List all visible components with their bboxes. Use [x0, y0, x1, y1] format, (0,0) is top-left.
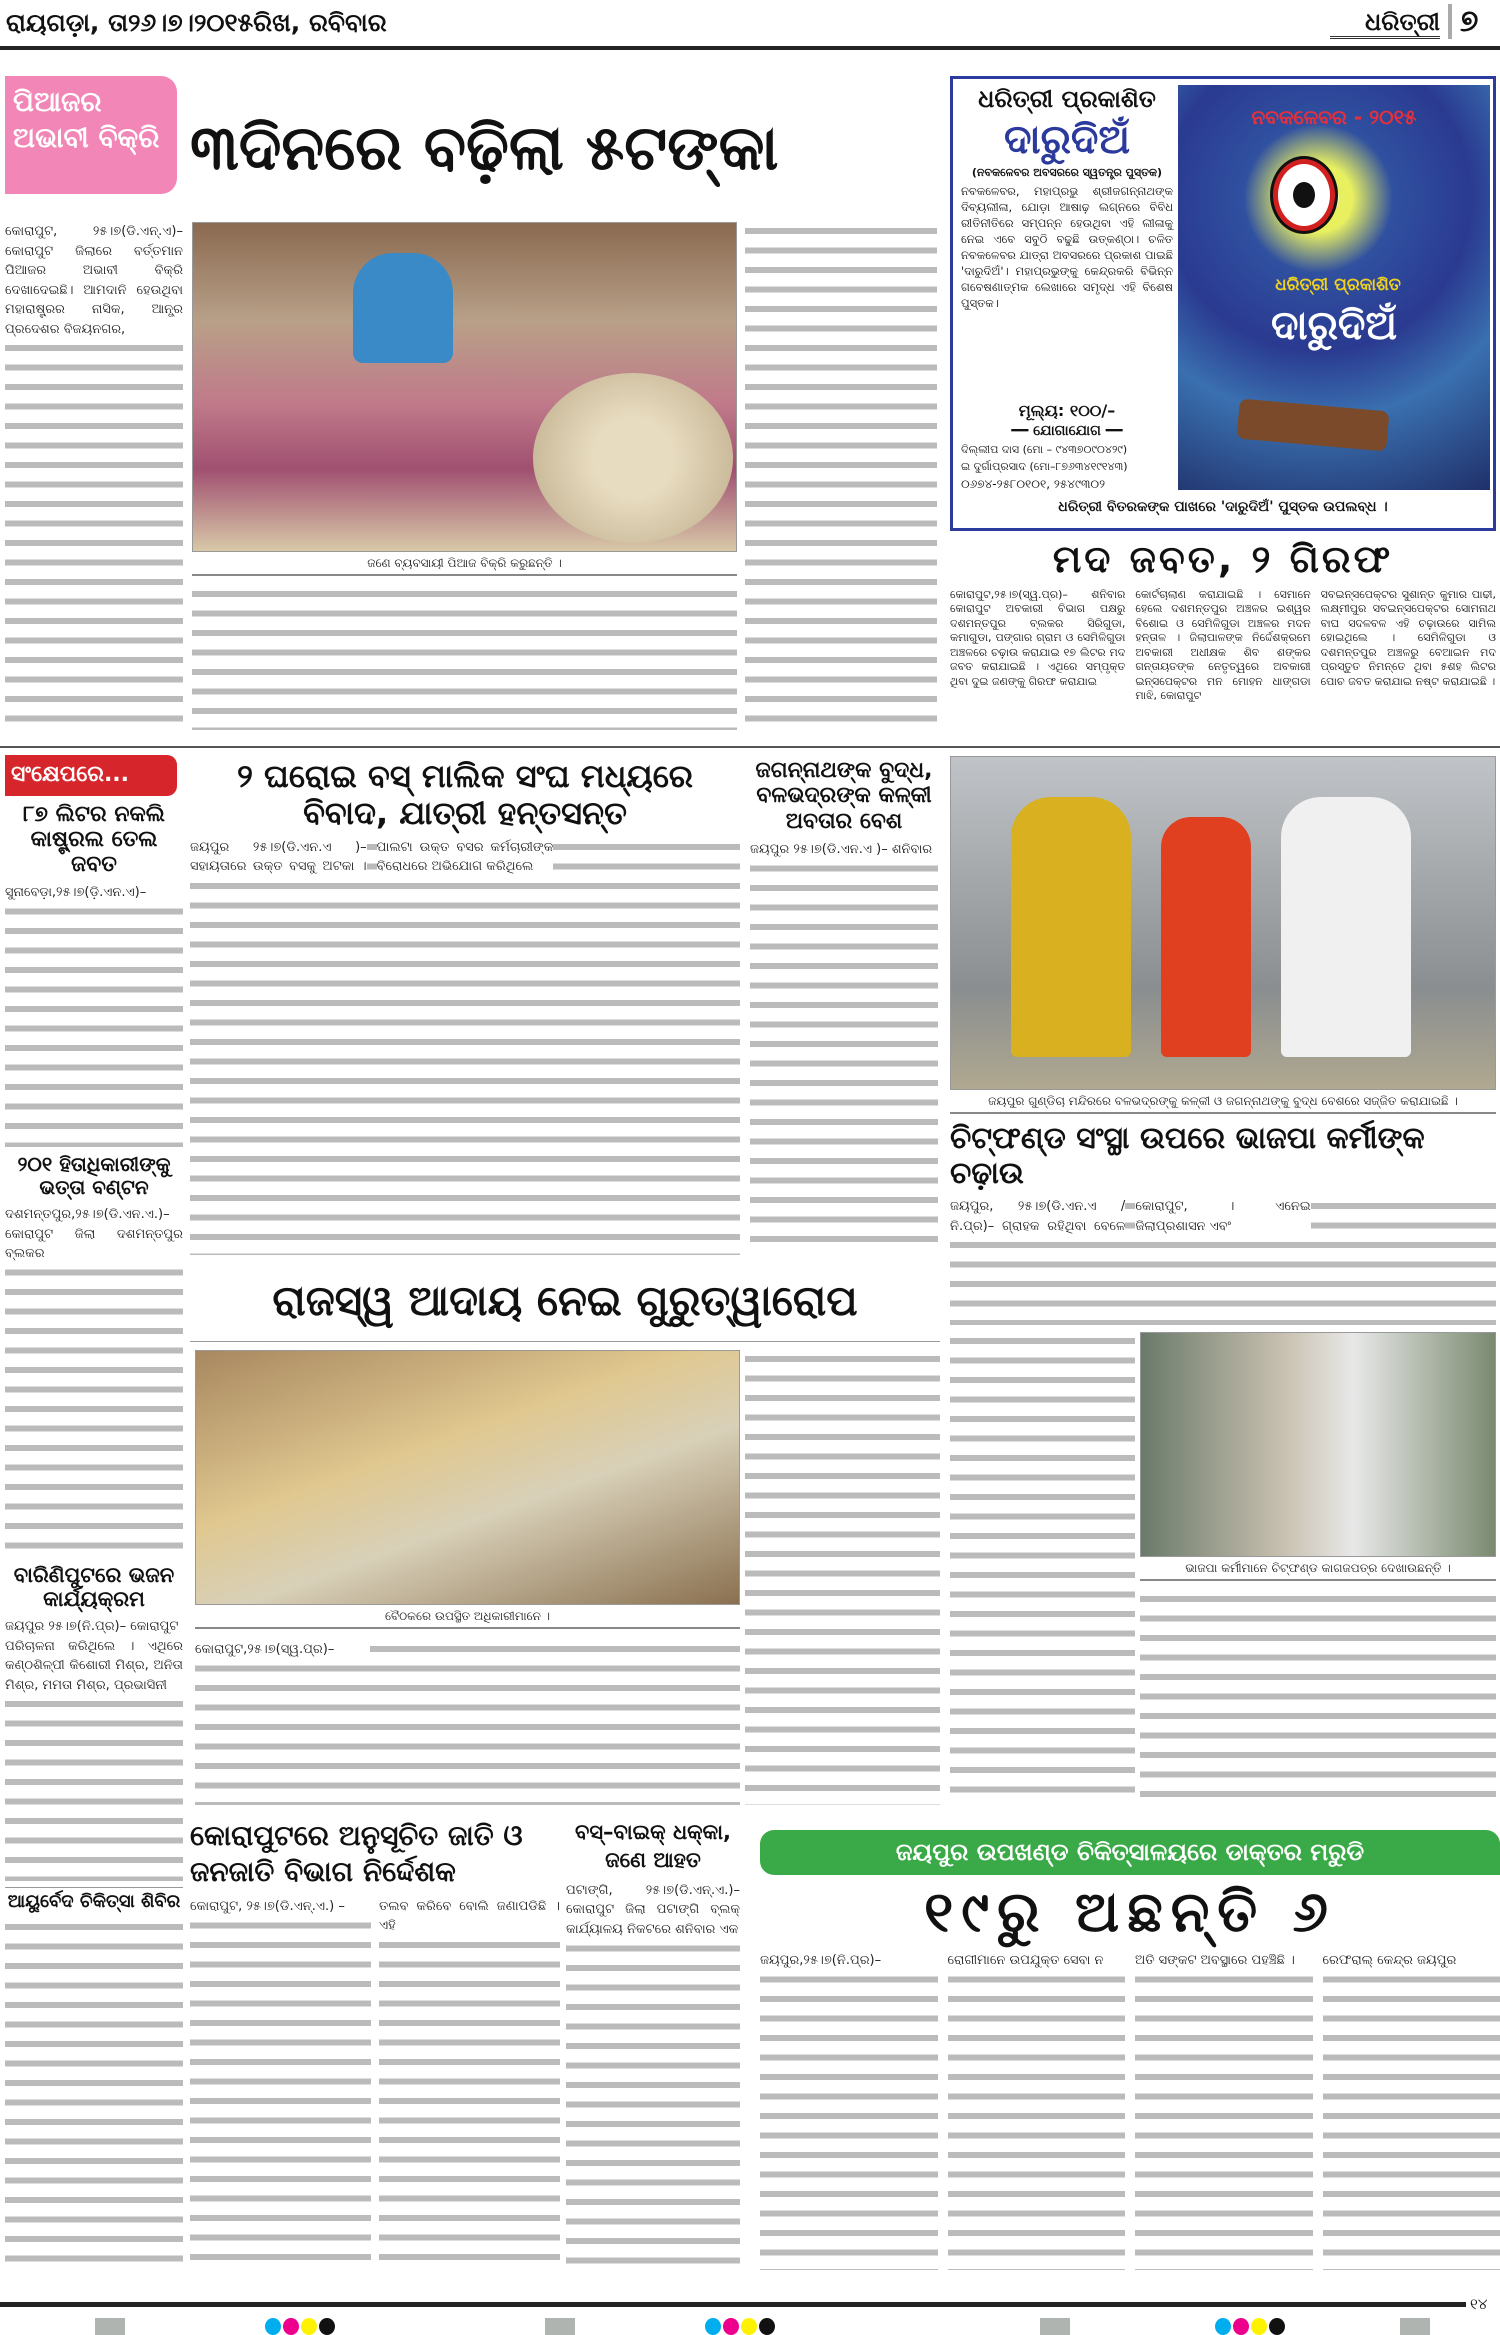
hospital-body — [760, 1951, 1500, 2270]
brief4-body — [5, 1918, 183, 2270]
page-number: ୭ — [1448, 4, 1496, 39]
revenue-body: କୋରାପୁଟ,୨୫।୭(ସ୍ୱ.ପ୍ର)– — [195, 1640, 740, 1805]
registration-marks — [0, 2318, 1500, 2335]
liquor-body — [950, 588, 1496, 740]
ad-body: ନବକଳେବର, ମହାପ୍ରଭୁ ଶ୍ରୀଜଗନ୍ନାଥଙ୍କ ଦିବ୍ୟଲୀଳା, ଯୋଡ଼ା ଆଷାଢ଼ ଲଗ୍ନରେ ବିବିଧ ରୀତିନୀତିରେ ସମ୍ପନ୍ନ ହେଉଥିବା ଏହି ଲୀଳାକୁ ନେଇ ଏବେ ସବୁଠି ବଢୁଛି ଉତ୍କଣ୍ଠା। ଚଳିତ ନବକଳେବର ଯାତ୍ରା ଅବସରରେ ପ୍ରକାଶ ପାଇଛି 'ଦାରୁଦିଅଁ'। ମହାପ୍ରଭୁଙ୍କୁ କେନ୍ଦ୍ରକରି ବିଭିନ୍ନ ଗବେଷଣାତ୍ମକ ଲେଖାରେ ସମୃଦ୍ଧ ଏହି ବିଶେଷ ପୁସ୍ତକ। — [961, 184, 1173, 311]
chitfund-body-bottom — [1140, 1590, 1496, 1805]
bjp-photo — [1140, 1332, 1496, 1557]
jagannath-story — [750, 758, 938, 1255]
pupil — [1293, 182, 1315, 208]
briefs-column — [5, 755, 183, 2270]
gray-mark — [545, 2318, 575, 2335]
cover-top: ନବକଳେବର - ୨୦୧୫ — [1251, 105, 1417, 129]
scst-body2: ତଲବ କରିବେ ବୋଲି ଜଣାପଡିଛି । ଏହି — [379, 1897, 560, 2270]
ad-subtitle: (ନବକଳେବର ଅବସରରେ ସ୍ୱତନ୍ତ୍ର ପୁସ୍ତକ) — [971, 165, 1163, 179]
cmyk-mark — [1215, 2318, 1285, 2335]
vendor-figure — [353, 253, 453, 363]
brief3-body: ଜୟପୁର ୨୫।୭(ନି.ପ୍ର)– କୋରାପୁଟ ପରିଚାଳନା କରିଥିଲେ । ଏଥିରେ କଣ୍ଠଶିଳ୍ପୀ କିଶୋରୀ ମିଶ୍ର, ଅନିତା ମିଶ୍ର, ମମତା ମିଶ୍ର, ପ୍ରଭାସିନୀ — [5, 1617, 183, 1881]
lead-tag: ପିଆଜର ଅଭାବୀ ବିକ୍ରି — [5, 76, 177, 194]
jagannath-headline: ଜଗନ୍ନାଥଙ୍କ ବୁଦ୍ଧ, ବଳଭଦ୍ରଙ୍କ କଳ୍କୀ ଅବତାର ବେଶ — [755, 758, 933, 834]
ad-contact-label: ━━ ଯୋଗାଯୋଗ ━━ — [1011, 423, 1123, 440]
chitfund-body: ଜୟପୁର, ୨୫।୭(ଡି.ଏନ.ଏ /ନି.ପ୍ର)– ଗ୍ରାହକ ରହିଥିବା ବେଳେ କୋରାପୁଟ, । ଏନେଇ ଜିଲାପ୍ରଶାସନ ଏବଂ — [950, 1197, 1496, 1325]
cover-title: ଦାରୁଦିଅଁ — [1270, 303, 1398, 349]
hospital-col3: ଅତି ସଙ୍କଟ ଅବସ୍ଥାରେ ପହଞ୍ଚିଛି । — [1135, 1951, 1313, 2270]
temple-caption: ଜୟପୁର ଗୁଣ୍ଡିଚା ମନ୍ଦିରରେ ବଳଭଦ୍ରଙ୍କୁ କଳ୍କୀ ଓ ଜଗନ୍ନାଥଙ୍କୁ ବୁଦ୍ଧ ବେଶରେ ସଜ୍ଜିତ କରାଯାଇଛି । — [950, 1094, 1496, 1114]
scst-headline: କୋରାପୁଟରେ ଅନୁସୂଚିତ ଜାତି ଓ ଜନଜାତି ବିଭାଗ ନିର୍ଦ୍ଦେଶକ — [190, 1819, 523, 1889]
ad-phones: ୦୬୭୪-୨୫୮୦୧୦୧, ୨୫୪୯୩୦୨ — [961, 477, 1106, 492]
top-rule — [0, 46, 1500, 50]
gray-mark — [95, 2318, 125, 2335]
brief1-body: ସୁନାବେଡ଼ା,୨୫।୭(ଡ଼ି.ଏନ.ଏ)– — [5, 883, 183, 1147]
contact-label-text: ଯୋଗାଯୋଗ — [1033, 423, 1101, 440]
ad-text-column — [961, 85, 1173, 493]
lead-body: କୋରାପୁଟ, ୨୫।୭(ଡି.ଏନ୍.ଏ)–କୋରାପୁଟ ଜିଲାରେ ବର୍ତ୍ତମାନ ପିଆଜର ଅଭାବୀ ବିକ୍ରି ଦେଖାଦେଇଛି। ଆମଦାନି ହେଉଥିବା ମହାରାଷ୍ଟ୍ରର ନାସିକ, ଆନ୍ଧ୍ର ପ୍ରଦେଶର ବିଜୟନଗର, — [5, 222, 183, 730]
bus-headline: ୨ ଘରୋଇ ବସ୍ ମାଲିକ ସଂଘ ମଧ୍ୟରେ ବିବାଦ, ଯାତ୍ରୀ ହନ୍ତସନ୍ତ — [236, 757, 694, 832]
brief4-headline: ଆୟୁର୍ବେଦ ଚିକିତ୍ସା ଶିବିର — [5, 1887, 183, 1913]
deity-jagannath — [1281, 797, 1411, 1057]
temple-photo — [950, 756, 1496, 1090]
bus-body: ଜୟପୁର ୨୫।୭(ଡି.ଏନ.ଏ )– ସହାୟତାରେ ଉକ୍ତ ବସକୁ ଅଟକା । ପାଲଟା ଉକ୍ତ ବସର କର୍ମଚାରୀଙ୍କ ବିରୋଧରେ ଅଭିଯୋଗ କରିଥିଲେ — [190, 838, 740, 1255]
liquor-story — [950, 538, 1496, 740]
accident-body: ପଟାଙ୍ଗି, ୨୫।୭(ଡି.ଏନ୍.ଏ.)– କୋରାପୁଟ ଜିଲା ପଟାଙ୍ଗି ବ୍ଲକ୍ କାର୍ଯ୍ୟାଳୟ ନିକଟରେ ଶନିବାର ଏକ — [566, 1881, 740, 2270]
ad-title: ଦାରୁଦିଅଁ — [1003, 116, 1131, 163]
book-ad — [950, 76, 1496, 531]
cover-pub: ଧରିତ୍ରୀ ପ୍ରକାଶିତ — [1275, 275, 1401, 295]
date-line: ରାୟଗଡ଼ା, ତା୨୬।୭।୨୦୧୫ରିଖ, ରବିବାର — [6, 8, 387, 37]
scst-story — [190, 1818, 560, 2270]
lead-body-bottom — [192, 585, 737, 730]
scst-body1: କୋରାପୁଟ, ୨୫।୭(ଡି.ଏନ୍.ଏ.) – — [190, 1897, 371, 2270]
potato-pile — [533, 373, 733, 543]
liquor-col2: କୋର୍ଟଚାଲାଣ କରାଯାଇଛି । ସେମାନେ ହେଲେ ଦଶମନ୍ତପୁର ଅଞ୍ଚଳର ଇଶ୍ୱର ବିଶୋଇ ଓ ସେମିଳିଗୁଡା ଅଞ୍ଚଳର ମଦନ ହନ୍ତାଳ । ଜିଲାପାଳଙ୍କ ନିର୍ଦ୍ଦେଶକ୍ରମେ ଅବକାରୀ ଅଧୀକ୍ଷକ ଶିବ ଶଙ୍କର ଗନ୍ତାୟତଙ୍କ ନେତୃତ୍ୱରେ ଅବକାରୀ ଇନ୍ସପେକ୍ଟର ମନ ମୋହନ ଧାଙ୍ଗଡା ମାଝି, କୋରାପୁଟ — [1135, 587, 1311, 703]
ad-footer: ଧରିତ୍ରୀ ବିତରକଙ୍କ ପାଖରେ 'ଦାରୁଦିଅଁ' ପୁସ୍ତକ ଉପଲବ୍ଧ । — [1058, 499, 1388, 515]
onion-caption: ଜଣେ ବ୍ୟବସାୟୀ ପିଆଜ ବିକ୍ରି କରୁଛନ୍ତି । — [192, 556, 737, 576]
brief2-headline: ୨୦୧ ହିତାଧିକାରୀଙ୍କୁ ଭତ୍ତା ବଣ୍ଟନ — [17, 1152, 171, 1200]
onion-photo — [192, 222, 737, 552]
brief3-headline: ବାରିଣିପୁଟରେ ଭଜନ କାର୍ଯ୍ୟକ୍ରମ — [13, 1562, 175, 1611]
bottom-rule — [0, 2302, 1466, 2307]
bjp-caption: ଭାଜପା କର୍ମୀମାନେ ଚିଟ୍‌ଫଣ୍ଡ କାଗଜପତ୍ର ଦେଖାଉଛନ୍ତି । — [1140, 1561, 1496, 1581]
jagannath-body: ଜୟପୁର ୨୫।୭(ଡି.ଏନ.ଏ )– ଶନିବାର — [750, 840, 938, 1255]
chitfund-body-col — [950, 1332, 1135, 1805]
hospital-col2: ରୋଗୀମାନେ ଉପଯୁକ୍ତ ସେବା ନ — [948, 1951, 1126, 2270]
hospital-col4: ରେଫରାଲ୍ କେନ୍ଦ୍ର ଜୟପୁର — [1323, 1951, 1500, 2270]
ad-publisher: ଧରିତ୍ରୀ ପ୍ରକାଶିତ — [978, 85, 1156, 113]
briefs-tag: ସଂକ୍ଷେପରେ... — [5, 755, 177, 796]
lead-body-col — [745, 222, 937, 730]
liquor-col3: ସବଇନ୍ସପେକ୍ଟର ସୁଶାନ୍ତ କୁମାର ପାଢୀ, ଲକ୍ଷ୍ମୀପୁର ସବଇନ୍ସପେକ୍ଟର ସୋମନାଥ ବାଘ ସଦଳବଳ ଏହି ଚଢ଼ାଉରେ ସାମିଲ ହୋଇଥିଲେ । ସେମିଳିଗୁଡା ଓ ଦଶମନ୍ତପୁର ଅଞ୍ଚଳରୁ ବେଆଇନ ମଦ ପ୍ରସ୍ତୁତ ନିମନ୍ତେ ଥିବା ୫ଶହ ଲିଟର ପୋଚ ଜବତ କରାଯାଇ ନଷ୍ଟ କରାଯାଇଛି । — [1320, 587, 1496, 688]
footer-page-number: ୧୪ — [1470, 2295, 1488, 2313]
liquor-headline: ମଦ ଜବତ, ୨ ଗିରଫ — [1052, 537, 1394, 581]
meeting-photo — [195, 1350, 740, 1605]
chitfund-headline: ଚିଟ୍‌ଫଣ୍ଡ ସଂସ୍ଥା ଉପରେ ଭାଜପା କର୍ମୀଙ୍କ ଚଢ଼ାଉ — [950, 1121, 1425, 1191]
deity-balabhadra — [1011, 797, 1131, 1057]
bus-story — [190, 758, 740, 1255]
book-cover — [1178, 85, 1490, 490]
log-image — [1237, 399, 1390, 452]
brief2-body: ଦଶମନ୍ତପୁର,୨୫।୭(ଡି.ଏନ.ଏ.)– କୋରାପୁଟ ଜିଲା ଦଶମନ୍ତପୁର ବ୍ଲକର — [5, 1205, 183, 1557]
lead-headline: ୩ଦିନରେ ବଢ଼ିଲା ୫ଟଙ୍କା — [190, 111, 779, 185]
accident-headline: ବସ୍–ବାଇକ୍ ଧକ୍କା, ଜଣେ ଆହତ — [575, 1820, 731, 1873]
scst-body — [190, 1897, 560, 2270]
section-rule — [0, 746, 1500, 748]
hospital-headline: ୧୯ରୁ ଅଛନ୍ତି ୬ — [924, 1879, 1336, 1945]
meeting-caption: ବୈଠକରେ ଉପସ୍ଥିତ ଅଧିକାରୀମାନେ । — [195, 1609, 740, 1629]
gray-mark — [1040, 2318, 1070, 2335]
deity-subhadra — [1161, 817, 1251, 1057]
liquor-col1: କୋରାପୁଟ,୨୫।୭(ସ୍ୱ.ପ୍ର)– ଶନିବାର କୋରାପୁଟ ଅବକାରୀ ବିଭାଗ ପକ୍ଷରୁ ଦଶମନ୍ତପୁର ବ୍ଲକର ସିରିଗୁଡା, କମାଗୁଡା, ପଙ୍ଗାର ଗ୍ରାମ ଓ ସେମିଳିଗୁଡା ଅଞ୍ଚଳରେ ଚଢ଼ାଉ କରାଯାଇ ୧୭ ଲିଟର ମଦ ଜବତ କରାଯାଇଛି । ଏଥିରେ ସମ୍ପୃକ୍ତ ଥିବା ଦୁଇ ଜଣଙ୍କୁ ଗିରଫ କରାଯାଇ — [950, 587, 1126, 688]
ad-contact1: ଦିଲ୍ଲୀପ ଦାସ (ମୋ – ୯୪୩୭୦୯୦୪୨୯) — [961, 442, 1128, 456]
revenue-headline: ରାଜସ୍ୱ ଆଦାୟ ନେଇ ଗୁରୁତ୍ୱାରୋପ — [190, 1262, 940, 1342]
cmyk-mark — [705, 2318, 775, 2335]
hospital-col1: ଜୟପୁର,୨୫।୭(ନି.ପ୍ର)– — [760, 1951, 938, 2270]
ad-contact2: ଇ ଦୁର୍ଗାପ୍ରସାଦ (ମୋ–୮୭୬୩୪୧୯୧୪୩) — [961, 460, 1128, 474]
hospital-banner: ଜୟପୁର ଉପଖଣ୍ଡ ଚିକିତ୍ସାଳୟରେ ଡାକ୍ତର ମରୁଡି — [760, 1830, 1500, 1875]
hospital-story — [760, 1830, 1500, 2270]
accident-story — [566, 1818, 740, 2270]
cmyk-mark — [265, 2318, 335, 2335]
ad-price: ମୂଲ୍ୟ: ୧୦୦/– — [1018, 400, 1116, 420]
chitfund-story — [950, 1122, 1496, 1325]
paper-logo: ଧରିତ୍ରୀ — [1330, 8, 1440, 39]
jagannath-eye-icon — [1273, 159, 1335, 231]
revenue-body-col — [745, 1350, 940, 1805]
gray-mark — [1400, 2318, 1430, 2335]
brief1-headline: ୮୭ ଲିଟର ନକଲି କାଷ୍ଟ୍ରଲ ତେଲ ଜବତ — [23, 801, 165, 878]
